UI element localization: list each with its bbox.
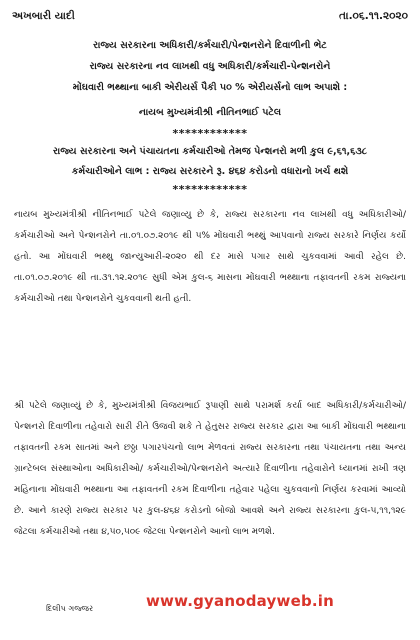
headline-line-2: રાજ્ય સરકારના નવ લાખથી વધુ અધિકારી/કર્મચારી-પેન્શનરોને [89,61,331,72]
separator-stars-2: ************ [172,183,248,196]
headline-line-1: રાજ્ય સરકારના અધિકારી/કર્મચારી/પેન્શનરોને દિવાળીની ભેટ [93,40,327,51]
website-watermark: www.gyanodayweb.in [146,592,334,610]
header-row [12,10,408,26]
date-label: તા.૦૬.૧૧.૨૦૨૦ [339,10,408,22]
headline-line-6: કર્મચારીઓને લાભ : રાજ્ય સરકારને રૂ. ૪૬૪ કરોડનો વધારાનો ખર્ચ થશે [71,166,349,177]
author-signature: દિલીપ ગજ્જર [46,604,94,613]
body-paragraph-2: શ્રી પટેલે જણાવ્યું છે કે, મુખ્યમંત્રીશ્રી વિજયભાઈ રૂપાણી સાથે પરામર્શ કર્યા બાદ અધિકારી/કર્મચારીઓ/પેન્શનરો દિવાળીના તહેવારો સારી રીતે ઉજવી શકે તે હેતુસર રાજ્ય સરકાર દ્વારા આ બાકી મોંઘવારી ભથ્થાના તફાવતની રકમ સાતમાં અને છઠ્ઠા પગારપંચનો લાભ મેળવતાં રાજ્ય સરકારના તથા પંચાયતના તથા અન્ય ગ્રાન્ટેબલ સંસ્થાઓના અધિકારીઓ/ કર્મચારીઓ/પેન્શનરોને અત્યારે દિવાળીના તહેવારોને ધ્યાનમાં રાખી ત્રણ મહિનાના મોંઘવારી ભથ્થાના આ તફાવતની રકમ દિવાળીના તહેવાર પહેલા ચુકવવાનો નિર્ણય કરવામાં આવ્યો છે. આને કારણે રાજ્ય સરકાર પર કુલ-૪૬૪ કરોડનો બોજો આવશે અને રાજ્ય સરકારના કુલ-૫,૧૧,૧૨૯ જેટલા કર્મચારીઓ તથા ૪,૫૦,૫૦૯ જેટલા પેન્શનરોને આનો લાભ મળશે. [14,401,406,537]
document-type-label: અખબારી યાદી [12,10,75,22]
body-paragraph-1: નાયબ મુખ્યમંત્રીશ્રી નીતિનભાઈ પટેલે જણાવ્યુ છે કે, રાજ્ય સરકારના નવ લાખથી વધુ અધિકારીઓ/કર્મચારીઓ અને પેન્શનરોને તા.૦૧.૦૭.૨૦૧૯ થી ૫% મોંઘવારી ભથ્થું આપવાનો રાજ્ય સરકારે નિર્ણય કર્યો હતો. આ મોંઘવારી ભથ્થુ જાન્યુઆરી-૨૦૨૦ થી દર માસે પગાર સાથે ચુકવવામાં આવી રહેલ છે. તા.૦૧.૦૭.૨૦૧૯ થી તા.૩૧.૧૨.૨૦૧૯ સુધી એમ કુલ-૬ માસના મોંઘવારી ભથ્થાના તફાવતની રકમ રાજ્યના કર્મચારીઓ તથા પેન્શનરોને ચુકવવાની થતી હતી. [14,210,406,304]
headline-line-3: મોંઘવારી ભથ્થાના બાકી એરીયર્સ પૈકી ૫૦ % એરીયર્સનો લાભ અપાશે : [72,82,348,93]
separator-stars-1: ************ [172,127,248,140]
headline-line-4: નાયબ મુખ્યમંત્રીશ્રી નીતિનભાઈ પટેલ [138,107,282,118]
headline-line-5: રાજ્ય સરકારના અને પંચાયતના કર્મચારીઓ તેમજ પેન્શનરો મળી કુલ ૯,૬૧,૬૩૮ [52,146,368,157]
